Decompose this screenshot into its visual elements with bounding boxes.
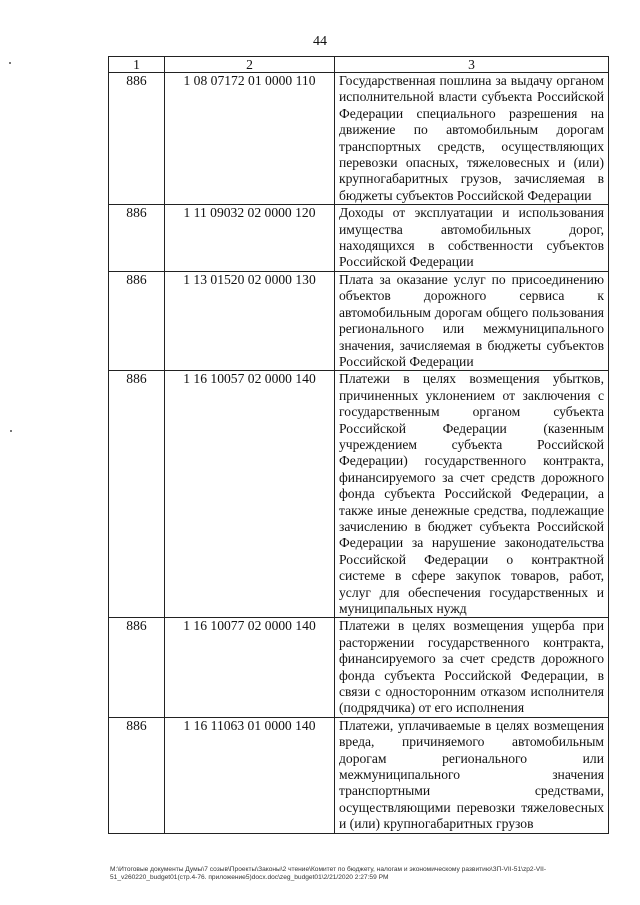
table-row bbox=[109, 618, 609, 717]
description-cell: Платежи в целях возмещения убытков, причиненных уклонением от заключения с государственным органом субъекта Российской Федерации (казенным учреждением субъекта Российской Федерации) государственного контракта, финансируемого за счет средств дорожного фонда субъекта Российской Федерации, а также иные денежные средства, подлежащие зачислению в бюджет субъекта Российской Федерации за нарушение законодательства Российской Федерации о контрактной системе в сфере закупок товаров, работ, услуг для обеспечения государственных и муниципальных нужд bbox=[335, 371, 609, 618]
footer-file-path: M:\Итоговые документы Думы\7 созыв\Проекты\Законы\2 чтение\Комитет по бюджету, налогам и экономическому развитию\ЗП-VII-51\zp2-VII-51_v260220_budget01(стр.4-76. приложение5)docx.doc\zeg_budget01\2/21/2020 2:27:59 PM bbox=[110, 866, 547, 881]
kbk-code-cell: 1 11 09032 02 0000 120 bbox=[165, 205, 335, 272]
column-header-1: 1 bbox=[109, 57, 165, 73]
admin-code-cell: 886 bbox=[109, 205, 165, 272]
description-cell: Государственная пошлина за выдачу органом исполнительной власти субъекта Российской Федерации специального разрешения на движение по автомобильным дорогам транспортных средств, осуществляющих перевозки опасных, тяжеловесных и (или) крупногабаритных грузов, зачисляемая в бюджеты субъектов Российской Федерации bbox=[335, 73, 609, 205]
page-number: 44 bbox=[313, 34, 327, 49]
description-cell: Плата за оказание услуг по присоединению объектов дорожного сервиса к автомобильным дорогам общего пользования регионального или межмуниципального значения, зачисляемая в бюджеты субъектов Российской Федерации bbox=[335, 271, 609, 370]
table-header-row bbox=[109, 57, 609, 73]
revenue-codes-table bbox=[108, 56, 609, 834]
description-cell: Платежи, уплачиваемые в целях возмещения вреда, причиняемого автомобильным дорогам регионального или межмуниципального значения транспортными средствами, осуществляющими перевозки тяжеловесных и (или) крупногабаритных грузов bbox=[335, 717, 609, 833]
scan-speck bbox=[10, 430, 12, 432]
table-row bbox=[109, 371, 609, 618]
admin-code-cell: 886 bbox=[109, 271, 165, 370]
kbk-code-cell: 1 08 07172 01 0000 110 bbox=[165, 73, 335, 205]
table-row bbox=[109, 717, 609, 833]
table-row bbox=[109, 73, 609, 205]
column-header-2: 2 bbox=[165, 57, 335, 73]
description-cell: Платежи в целях возмещения ущерба при расторжении государственного контракта, финансируемого за счет средств дорожного фонда субъекта Российской Федерации, в связи с односторонним отказом исполнителя (подрядчика) от его исполнения bbox=[335, 618, 609, 717]
table-row bbox=[109, 271, 609, 370]
kbk-code-cell: 1 16 11063 01 0000 140 bbox=[165, 717, 335, 833]
kbk-code-cell: 1 13 01520 02 0000 130 bbox=[165, 271, 335, 370]
admin-code-cell: 886 bbox=[109, 371, 165, 618]
scan-speck bbox=[9, 62, 11, 64]
kbk-code-cell: 1 16 10057 02 0000 140 bbox=[165, 371, 335, 618]
admin-code-cell: 886 bbox=[109, 618, 165, 717]
description-cell: Доходы от эксплуатации и использования имущества автомобильных дорог, находящихся в собственности субъектов Российской Федерации bbox=[335, 205, 609, 272]
kbk-code-cell: 1 16 10077 02 0000 140 bbox=[165, 618, 335, 717]
table-row bbox=[109, 205, 609, 272]
column-header-3: 3 bbox=[335, 57, 609, 73]
admin-code-cell: 886 bbox=[109, 717, 165, 833]
admin-code-cell: 886 bbox=[109, 73, 165, 205]
